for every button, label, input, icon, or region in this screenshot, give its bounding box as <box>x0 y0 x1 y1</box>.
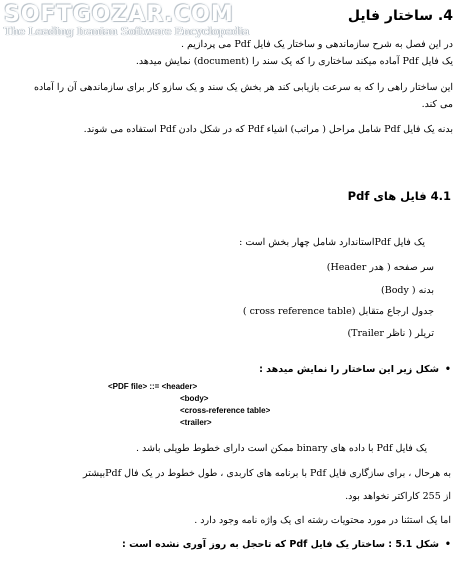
part-header: سر صفحه ( هدر Header) <box>326 262 434 273</box>
code-line-4: <trailer> <box>180 418 212 427</box>
paragraph-3: این ساختار راهی را که به سرعت بازیابی کند هر بخش یک سند و یک سازو کار برای سازماندهی آن را آماده می کند. <box>33 82 453 110</box>
compat-line-1: به هرحال ، برای سازگاری فایل Pdf با برنامه های کاربدی ، طول خطوط در یک فال Pdfبیشتر <box>83 468 451 479</box>
pdf-structure-code <box>108 381 270 429</box>
watermark-logo: SOFTGOZAR.COM <box>4 2 234 27</box>
exception-line: اما یک استثنا در مورد محتویات رشته ای یک واژه نامه وجود دارد . <box>194 515 451 526</box>
bullet-icon: • <box>444 539 451 550</box>
intro-line: یک فایل Pdfاستاندارد شامل چهار بخش است : <box>239 237 425 248</box>
subsection-heading: 4.1 فایل های Pdf <box>347 189 451 203</box>
figure-caption-text: شکل 5.1 : ساختار یک فایل Pdf که تاحجل به روز آوری نشده است : <box>122 539 439 550</box>
paragraph-1: در این فصل به شرح سازماندهی و ساختار یک فایل Pdf می پردازیم . <box>180 39 453 50</box>
code-line-1: <PDF file> ::= <header> <box>108 382 198 391</box>
structure-bullet <box>259 364 451 375</box>
structure-bullet-text: شکل زیر این ساختار را نمایش میدهد : <box>259 364 439 375</box>
binary-line: یک فایل Pdf با داده های binary ممکن است دارای خطوط طویلی باشد . <box>135 443 427 454</box>
paragraph-4: بدنه یک فایل Pdf شامل مراحل ( مراتب) اشیاء Pdf که در شکل دادن Pdf استفاده می شوند. <box>83 124 453 135</box>
code-line-2: <body> <box>180 394 209 403</box>
code-line-3: <cross-reference table> <box>180 406 271 415</box>
bullet-icon: • <box>444 364 451 375</box>
part-trailer: تریلر ( ناظر Trailer) <box>347 328 434 339</box>
figure-caption <box>122 539 451 550</box>
section-heading: 4. ساختار فایل <box>347 8 453 24</box>
part-body: بدنه ( Body) <box>381 285 434 296</box>
part-xref: جدول ارجاع متقابل (cross reference table ) <box>242 306 434 317</box>
compat-line-2: از 255 کاراکتر نخواهد بود. <box>345 491 451 502</box>
paragraph-2: یک فایل Pdf آماده میکند ساختاری را که یک سند را (document) نمایش میدهد. <box>135 56 453 67</box>
watermark-tagline: The Leading Iranian Software Encyclopedia <box>4 25 250 38</box>
